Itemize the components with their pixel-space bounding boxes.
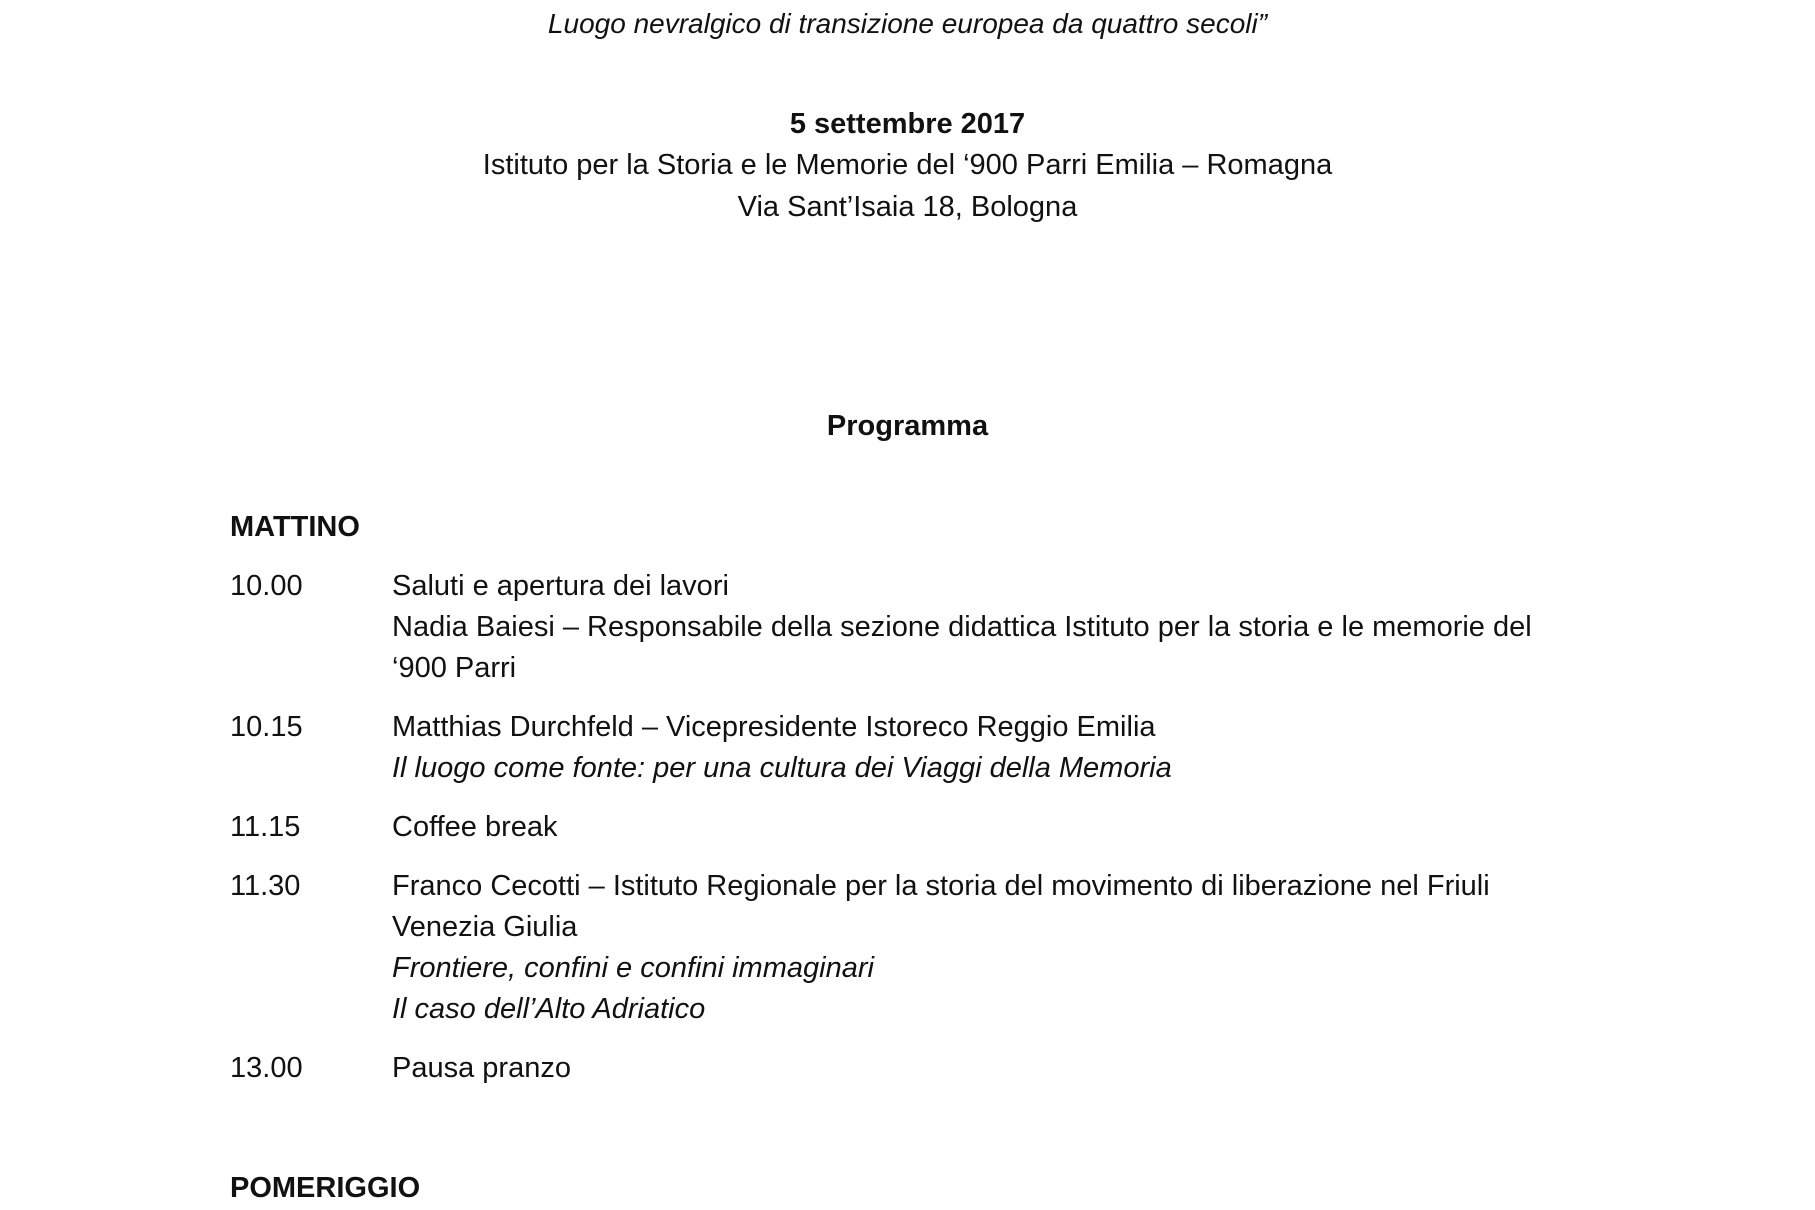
agenda-item (230, 566, 1630, 689)
agenda-details (392, 707, 1630, 789)
agenda-time: 13.00 (230, 1052, 303, 1084)
morning-section-heading: MATTINO (230, 511, 360, 543)
event-venue-name: Istituto per la Storia e le Memorie del ‘900 Parri Emilia – Romagna (482, 149, 1333, 181)
agenda-item (230, 807, 1630, 848)
agenda-talk-subtitle: Il caso dell’Alto Adriatico (392, 993, 706, 1025)
agenda-details (392, 566, 1630, 689)
morning-agenda (230, 566, 1630, 1107)
agenda-line: Nadia Baiesi – Responsabile della sezione didattica Istituto per la storia e le memorie del (392, 611, 1532, 643)
afternoon-section-heading: POMERIGGIO (230, 1172, 421, 1204)
program-title: Programma (826, 410, 989, 442)
agenda-item (230, 707, 1630, 789)
agenda-item (230, 866, 1630, 1030)
agenda-line: ‘900 Parri (392, 652, 517, 684)
agenda-time: 11.15 (230, 811, 301, 843)
agenda-line: Franco Cecotti – Istituto Regionale per la storia del movimento di liberazione nel Friuli (392, 870, 1490, 902)
agenda-line: Saluti e apertura dei lavori (392, 570, 729, 602)
event-venue-address: Via Sant’Isaia 18, Bologna (737, 191, 1078, 223)
agenda-details (392, 866, 1630, 1030)
agenda-talk-title: Frontiere, confini e confini immaginari (392, 952, 874, 984)
agenda-time: 10.15 (230, 711, 303, 743)
agenda-time: 10.00 (230, 570, 303, 602)
agenda-item (230, 1048, 1630, 1089)
agenda-line: Venezia Giulia (392, 911, 578, 943)
agenda-line: Coffee break (392, 811, 558, 843)
agenda-time: 11.30 (230, 870, 301, 902)
event-date: 5 settembre 2017 (789, 108, 1026, 140)
document-subtitle: Luogo nevralgico di transizione europea da quattro secoli” (547, 8, 1268, 39)
agenda-details (392, 1048, 1630, 1089)
agenda-details (392, 807, 1630, 848)
agenda-line: Pausa pranzo (392, 1052, 571, 1084)
agenda-line: Matthias Durchfeld – Vicepresidente Istoreco Reggio Emilia (392, 711, 1156, 743)
agenda-talk-title: Il luogo come fonte: per una cultura dei Viaggi della Memoria (392, 752, 1172, 784)
